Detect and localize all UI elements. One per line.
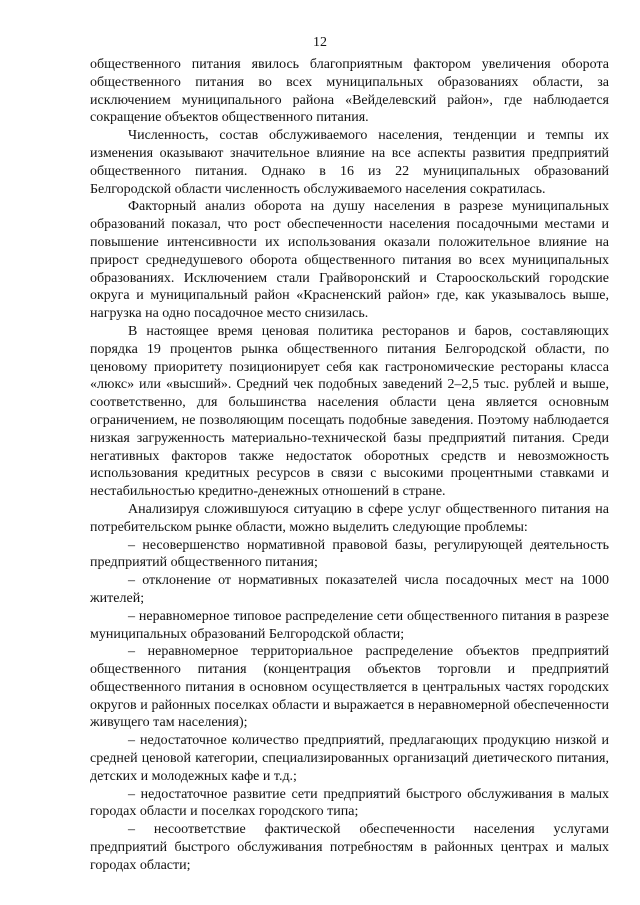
page-number: 12 xyxy=(313,35,327,50)
list-item: – несовершенство нормативной правовой базы, регулирующей деятельность предприятий общественного питания; xyxy=(90,537,609,571)
list-item: – неравномерное территориальное распределение объектов предприятий общественного питания (концентрация объектов торговли и предприятий общественного питания в основном осуществляется в центральных частях городских округов и районных поселках области и выражается в неравномерной обеспеченности живущего там населения); xyxy=(90,644,609,731)
list-item: – отклонение от нормативных показателей числа посадочных мест на 1000 жителей; xyxy=(90,573,609,606)
paragraph-continuation: общественного питания явилось благоприятным фактором увеличения оборота общественного питания во всех муниципальных образованиях области, за исключением муниципального района «Вейделевский район», где наблюдается сокращение объектов общественного питания. xyxy=(90,57,609,126)
paragraph: Факторный анализ оборота на душу населения в разрезе муниципальных образований показал, что рост обеспеченности населения посадочными местами и повышение интенсивности их использования оказали положительное влияние на прирост среднедушевого оборота общественного питания во всех муниципальных образованиях. Исключением стали Грайворонский и Старооскольский городские округа и муниципальный район «Красненский район» где, как указывалось выше, нагрузка на одно посадочное место снизилась. xyxy=(90,199,609,322)
list-item: – несоответствие фактической обеспеченности населения услугами предприятий быстрого обслуживания потребностям в районных центрах и малых городах области; xyxy=(90,822,609,873)
list-item: – недостаточное количество предприятий, предлагающих продукцию низкой и средней ценовой категории, специализированных организаций диетического питания, детских и молодежных кафе и т.д.; xyxy=(90,733,609,784)
list-item: – недостаточное развитие сети предприятий быстрого обслуживания в малых городах области и поселках городского типа; xyxy=(90,786,609,820)
list-item: – неравномерное типовое распределение сети общественного питания в разрезе муниципальных образований Белгородской области; xyxy=(90,608,609,642)
document-body xyxy=(90,56,609,875)
paragraph: Численность, состав обслуживаемого населения, тенденции и темпы их изменения оказывают значительное влияние на все аспекты развития предприятий общественного питания. Однако в 16 из 22 муниципальных образований Белгородской области численность обслуживаемого населения сократилась. xyxy=(90,128,609,197)
paragraph: В настоящее время ценовая политика ресторанов и баров, составляющих порядка 19 процентов рынка общественного питания Белгородской области, по ценовому приоритету позиционирует себя как гастрономические рестораны класса «люкс» или «высший». Средний чек подобных заведений 2–2,5 тыс. рублей и выше, соответственно, для большинства населения области цена является основным ограничением, не позволяющим посещать подобные заведения. Поэтому наблюдается низкая загруженность материально-технической базы предприятий питания. Среди негативных факторов также недостаток оборотных средств и невозможность использования кредитных ресурсов в связи с высокими процентными ставками и нестабильностью кредитно-денежных отношений в стране. xyxy=(90,323,609,500)
paragraph: Анализируя сложившуюся ситуацию в сфере услуг общественного питания на потребительском рынке области, можно выделить следующие проблемы: xyxy=(90,501,609,535)
